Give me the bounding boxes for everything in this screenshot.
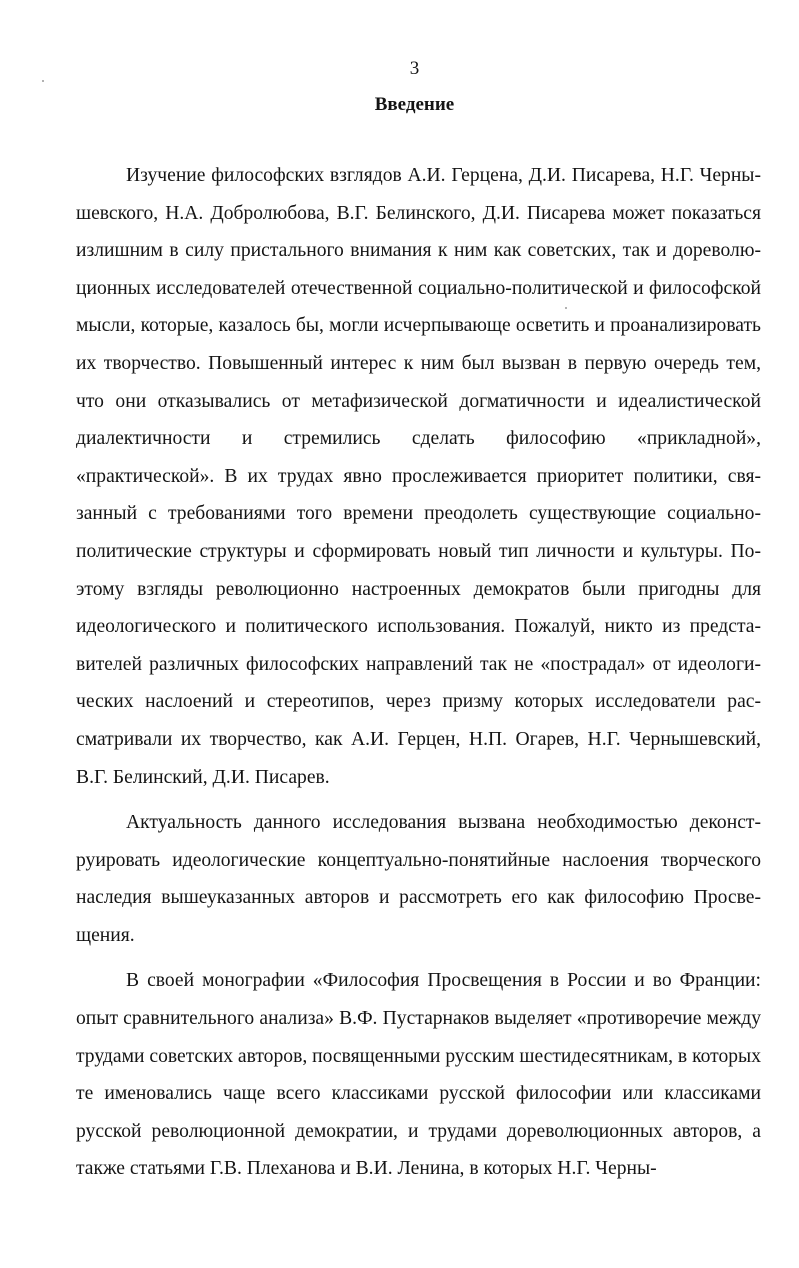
paragraph-3: В своей монографии «Философия Просвещения в России и во Франции: опыт сравнительного анализа» В.Ф. Пустарнаков выделяет «противоречие между трудами советских авторов, посвященными русским шестидесятникам, в которых те именовались чаще всего классиками русской философии или классиками русской революционной демократии, и трудами дореволюционных авторов, а также статьями Г.В. Плеханова и В.И. Ленина, в которых Н.Г. Черны- — [76, 970, 761, 1180]
paragraph-2: Актуальность данного исследования вызвана необходимостью деконструировать идеологические концептуально-понятийные наслоения творческого наследия вышеуказанных авторов и рассмотреть его как философию Просвещения. — [76, 812, 761, 946]
scan-speck — [42, 80, 44, 82]
body-text — [76, 157, 761, 1188]
page-number: 3 — [409, 58, 420, 79]
paragraph-1: Изучение философских взглядов А.И. Герцена, Д.И. Писарева, Н.Г. Чернышевского, Н.А. Добролюбова, В.Г. Белинского, Д.И. Писарева может показаться излишним в силу пристального внимания к ним как советских, так и дореволюционных исследователей отечественной социально-политической и философской мысли, которые, казалось бы, могли исчерпывающе осветить и проанализировать их творчество. Повышенный интерес к ним был вызван в первую очередь тем, что они отказывались от метафизической догматичности и идеалистической диалектичности и стремились сделать философию «прикладной», «практической». В их трудах явно прослеживается приоритет политики, связанный с требованиями того времени преодолеть существующие социально-политические структуры и сформировать новый тип личности и культуры. Поэтому взгляды революционно настроенных демократов были пригодны для идеологического и политического использования. Пожалуй, никто из представителей различных философских направлений так не «пострадал» от идеологических наслоений и стереотипов, через призму которых исследователи рассматривали их творчество, как А.И. Герцен, Н.П. Огарев, Н.Г. Чернышевский, В.Г. Белинский, Д.И. Писарев. — [76, 165, 761, 788]
section-heading: Введение — [374, 94, 455, 115]
